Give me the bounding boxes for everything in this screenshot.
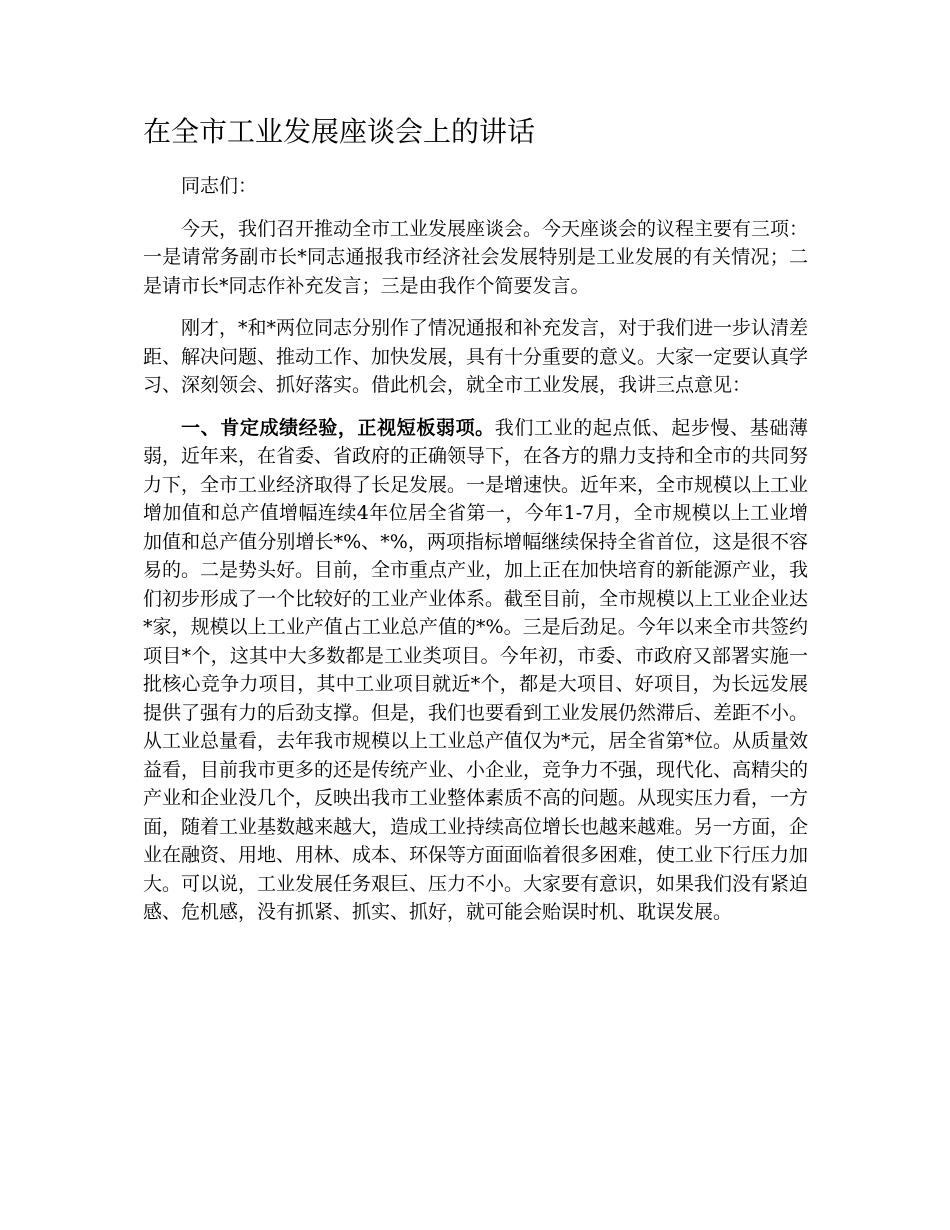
section-heading: 一、肯定成绩经验，正视短板弱项。 bbox=[181, 416, 495, 439]
document-page bbox=[143, 110, 808, 941]
document-title: 在全市工业发展座谈会上的讲话 bbox=[143, 115, 536, 148]
section-body: 我们工业的起点低、起步慢、基础薄弱，近年来，在省委、省政府的正确领导下，在各方的鼎力支持和全市的共同努力下，全市工业经济取得了长足发展。一是增速快。近年来，全市规模以上工业增加值和总产值增幅连续4年位居全省第一，今年1-7月，全市规模以上工业增加值和总产值分别增长*%、*%，两项指标增幅继续保持全省首位，这是很不容易的。二是势头好。目前，全市重点产业，加上正在加快培育的新能源产业，我们初步形成了一个比较好的工业产业体系。截至目前，全市规模以上工业企业达*家，规模以上工业产值占工业总产值的*%。三是后劲足。今年以来全市共签约项目*个，这其中大多数都是工业类项目。今年初，市委、市政府又部署实施一批核心竞争力项目，其中工业项目就近*个，都是大项目、好项目，为长远发展提供了强有力的后劲支撑。但是，我们也要看到工业发展仍然滞后、差距不小。从工业总量看，去年我市规模以上工业总产值仅为*元，居全省第*位。从质量效益看，目前我市更多的还是传统产业、小企业，竞争力不强，现代化、高精尖的产业和企业没几个，反映出我市工业整体素质不高的问题。从现实压力看，一方面，随着工业基数越来越大，造成工业持续高位增长也越来越难。另一方面，企业在融资、用地、用林、成本、环保等方面面临着很多困难，使工业下行压力加大。可以说，工业发展任务艰巨、压力不小。大家要有意识，如果我们没有紧迫感、危机感，没有抓紧、抓实、抓好，就可能会贻误时机、耽误发展。 bbox=[143, 416, 809, 923]
paragraph-intro: 刚才，*和*两位同志分别作了情况通报和补充发言，对于我们进一步认清差距、解决问题、推动工作、加快发展，具有十分重要的意义。大家一定要认真学习、深刻领会、抓好落实。借此机会，就全市工业发展，我讲三点意见： bbox=[143, 317, 809, 396]
salutation: 同志们： bbox=[181, 175, 258, 197]
paragraph-section-one bbox=[143, 414, 808, 927]
paragraph-agenda: 今天，我们召开推动全市工业发展座谈会。今天座谈会的议程主要有三项：一是请常务副市长*同志通报我市经济社会发展特别是工业发展的有关情况；二是请市长*同志作补充发言；三是由我作个简要发言。 bbox=[143, 217, 809, 297]
